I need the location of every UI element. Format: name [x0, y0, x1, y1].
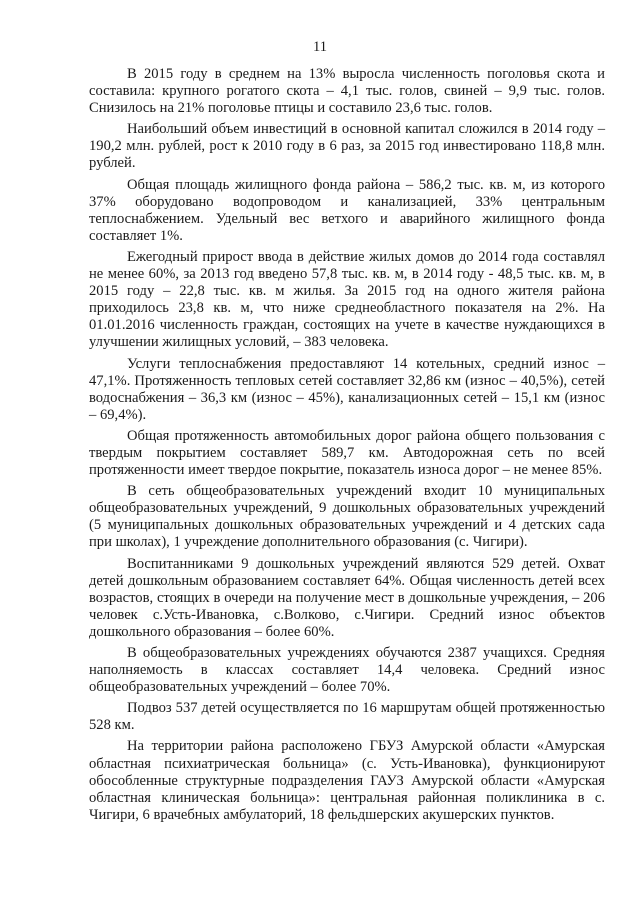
paragraph-housing-stock: Общая площадь жилищного фонда района – 586,2 тыс. кв. м, из которого 37% оборудовано водопроводом и канализацией, 33% центральным теплоснабжением. Удельный вес ветхого и аварийного жилищного фонда составляет 1%. — [89, 176, 605, 244]
paragraph-healthcare: На территории района расположено ГБУЗ Амурской области «Амурская областная психиатрическая больница» (с. Усть-Ивановка), функционируют обособленные структурные подразделения ГАУЗ Амурской области «Амурская областная клиническая больница»: центральная районная поликлиника в с. Чигири, 6 врачебных амбулаторий, 18 фельдшерских акушерских пунктов. — [89, 738, 605, 823]
paragraph-students: В общеобразовательных учреждениях обучаются 2387 учащихся. Средняя наполняемость в классах составляет 14,4 человека. Средний износ общеобразовательных учреждений – более 70%. — [89, 645, 605, 696]
document-body — [89, 66, 605, 828]
page-number: 11 — [313, 39, 327, 55]
paragraph-housing-construction: Ежегодный прирост ввода в действие жилых домов до 2014 года составлял не менее 60%, за 2013 год введено 57,8 тыс. кв. м, в 2014 году - 48,5 тыс. кв. м, в 2015 году – 22,8 тыс. кв. м жилья. За 2015 год на одного жителя района приходилось 23,8 кв. м, что ниже среднеобластного показателя на 2%. На 01.01.2016 численность граждан, состоящих на учете в качестве нуждающихся в улучшении жилищных условий, – 383 человека. — [89, 248, 605, 351]
paragraph-schools-network: В сеть общеобразовательных учреждений входит 10 муниципальных общеобразовательных учреждений, 9 дошкольных образовательных учреждений (5 муниципальных дошкольных образовательных учреждений и 4 детских сада при школах), 1 учреждение дополнительного образования (с. Чигири). — [89, 483, 605, 551]
paragraph-transport: Подвоз 537 детей осуществляется по 16 маршрутам общей протяженностью 528 км. — [89, 700, 605, 734]
paragraph-preschool: Воспитанниками 9 дошкольных учреждений являются 529 детей. Охват детей дошкольным образованием составляет 64%. Общая численность детей всех возрастов, стоящих в очереди на получение мест в дошкольные учреждения, – 206 человек с.Усть-Ивановка, с.Волково, с.Чигири. Средний износ объектов дошкольного образования – более 60%. — [89, 555, 605, 640]
paragraph-livestock: В 2015 году в среднем на 13% выросла численность поголовья скота и составила: крупного рогатого скота – 4,1 тыс. голов, свиней – 9,9 тыс. голов. Снизилось на 21% поголовье птицы и составило 23,6 тыс. голов. — [89, 66, 605, 117]
paragraph-roads: Общая протяженность автомобильных дорог района общего пользования с твердым покрытием составляет 589,7 км. Автодорожная сеть по всей протяженности имеет твердое покрытие, показатель износа дорог – не менее 85%. — [89, 427, 605, 479]
paragraph-heat-supply: Услуги теплоснабжения предоставляют 14 котельных, средний износ – 47,1%. Протяженность тепловых сетей составляет 32,86 км (износ – 40,5%), сетей водоснабжения – 36,3 км (износ – 45%), канализационных сетей – 15,1 км (износ – 69,4%). — [89, 355, 605, 423]
paragraph-investments: Наибольший объем инвестиций в основной капитал сложился в 2014 году – 190,2 млн. рублей, рост к 2010 году в 6 раз, за 2015 год инвестировано 118,8 млн. рублей. — [89, 121, 605, 172]
